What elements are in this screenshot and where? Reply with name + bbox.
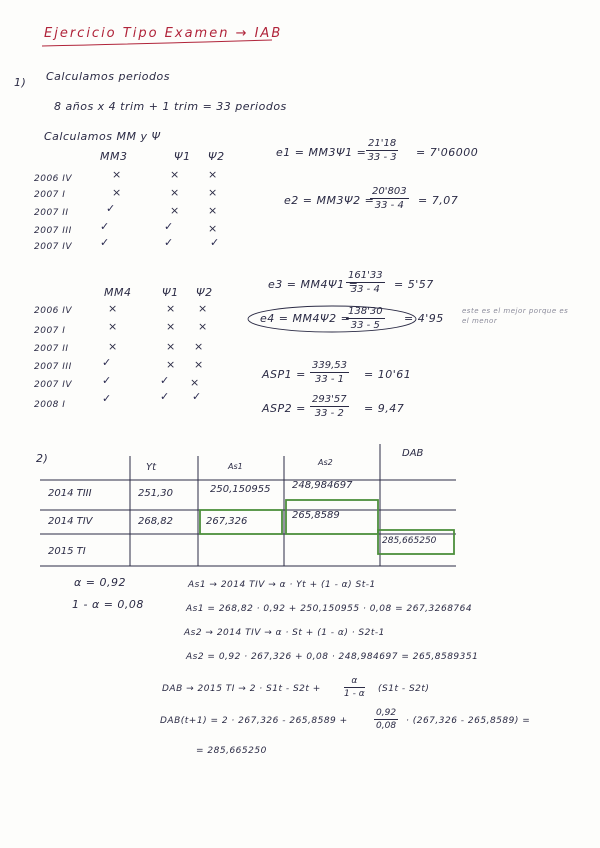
t1-cell: ✓: [210, 236, 220, 249]
e3-lhs: e3 = MM4Ψ1 =: [268, 278, 359, 291]
t2-row-label: 2006 IV: [34, 306, 73, 316]
holt-header-as1: As1: [228, 462, 243, 471]
as1-computation: As1 = 268,82 · 0,92 + 250,150955 · 0,08 = 267,3268764: [186, 604, 473, 614]
t2-header-psi1: Ψ1: [162, 286, 179, 299]
e1-den: 33 - 3: [367, 152, 397, 163]
asp2-lhs: ASP2 =: [262, 402, 306, 415]
dab-formula-fraction: [344, 676, 365, 699]
dab-computation-fraction: [374, 708, 398, 731]
dab-formula-den: 1 - α: [344, 689, 365, 699]
holt-row-label: 2014 TIII: [48, 488, 92, 499]
page-title: Ejercicio Tipo Examen → IAB: [44, 26, 283, 41]
t1-row-label: 2006 IV: [34, 174, 73, 184]
t2-cell: ✓: [102, 356, 112, 369]
t2-cell: ×: [166, 358, 176, 371]
asp1-lhs: ASP1 =: [262, 368, 306, 381]
as2-computation: As2 = 0,92 · 267,326 + 0,08 · 248,984697 = 265,8589351: [186, 652, 479, 662]
t1-cell: ×: [170, 204, 180, 217]
t2-cell: ×: [108, 340, 118, 353]
section-2-number: 2): [36, 452, 49, 465]
one-minus-alpha: 1 - α = 0,08: [72, 598, 144, 611]
t2-cell: ×: [194, 358, 204, 371]
holt-cell-yt: 268,82: [138, 516, 173, 527]
t1-cell: ✓: [164, 236, 174, 249]
e1-lhs: e1 = MM3Ψ1 =: [276, 146, 367, 159]
asp2-rhs: = 9,47: [364, 402, 405, 415]
t2-cell: ×: [166, 340, 176, 353]
holt-cell-as2: 248,984697: [292, 480, 353, 491]
t1-row-label: 2007 I: [34, 190, 66, 200]
asp1-rhs: = 10'61: [364, 368, 412, 381]
e3-rhs: = 5'57: [394, 278, 434, 291]
holt-cell-as1: 250,150955: [210, 484, 271, 495]
t2-cell: ✓: [102, 392, 112, 405]
periods-equation: 8 años x 4 trim + 1 trim = 33 periodos: [54, 100, 287, 113]
dab-formula-lhs: DAB → 2015 TI → 2 · S1t - S2t +: [162, 684, 321, 694]
t1-header-psi2: Ψ2: [208, 150, 225, 163]
holt-cell-as2: 265,8589: [292, 510, 340, 521]
t1-cell: ✓: [100, 236, 110, 249]
t2-row-label: 2007 III: [34, 362, 72, 372]
dab-computation-rhs: · (267,326 - 265,8589) =: [406, 716, 531, 726]
t1-cell: ×: [170, 186, 180, 199]
e3-den: 33 - 4: [350, 284, 380, 295]
dab-computation-lhs: DAB(t+1) = 2 · 267,326 - 265,8589 +: [160, 716, 348, 726]
e4-num: 138'30: [348, 306, 383, 317]
t2-cell: ×: [166, 320, 176, 333]
t2-cell: ✓: [102, 374, 112, 387]
t2-cell: ✓: [192, 390, 202, 403]
t2-header-mm4: MM4: [104, 286, 132, 299]
t1-row-label: 2007 II: [34, 208, 69, 218]
asp2-num: 293'57: [312, 394, 347, 405]
as1-formula: As1 → 2014 TIV → α · Yt + (1 - α) St-1: [188, 580, 376, 590]
holt-cell-yt: 251,30: [138, 488, 173, 499]
holt-header-dab: DAB: [402, 448, 424, 459]
e4-den: 33 - 5: [350, 320, 380, 331]
t2-row-label: 2007 I: [34, 326, 66, 336]
e2-lhs: e2 = MM3Ψ2 =: [284, 194, 375, 207]
holt-row-label: 2014 TIV: [48, 516, 93, 527]
dab-computation-num: 0,92: [376, 708, 397, 718]
asp1-den: 33 - 1: [314, 374, 345, 385]
t1-cell: ×: [112, 168, 122, 181]
e2-rhs: = 7,07: [418, 194, 459, 207]
t1-row-label: 2007 III: [34, 226, 72, 236]
t1-row-label: 2007 IV: [34, 242, 73, 252]
t2-cell: ✓: [160, 390, 170, 403]
e1-num: 21'18: [368, 138, 397, 149]
t2-header-psi2: Ψ2: [196, 286, 213, 299]
t2-cell: ×: [198, 320, 208, 333]
t2-cell: ×: [108, 320, 118, 333]
e2-num: 20'803: [372, 186, 407, 197]
holt-header-yt: Yt: [146, 462, 157, 473]
e2-den: 33 - 4: [374, 200, 404, 211]
section-1-number: 1): [14, 76, 27, 89]
t2-cell: ×: [166, 302, 176, 315]
e4-lhs: e4 = MM4Ψ2 =: [260, 312, 351, 325]
asp2-den: 33 - 2: [314, 408, 344, 419]
dab-result: = 285,665250: [196, 746, 267, 756]
calc-heading: Calculamos MM y Ψ: [44, 130, 161, 143]
t2-cell: ×: [198, 302, 208, 315]
t1-cell: ×: [112, 186, 122, 199]
t2-cell: ×: [108, 302, 118, 315]
e3-num: 161'33: [348, 270, 383, 281]
t1-cell: ×: [208, 222, 218, 235]
t1-header-mm3: MM3: [100, 150, 128, 163]
t2-cell: ×: [190, 376, 200, 389]
t1-cell: ✓: [100, 220, 110, 233]
holt-cell-dab: 285,665250: [382, 536, 437, 546]
e1-rhs: = 7'06000: [416, 146, 479, 159]
t2-row-label: 2007 IV: [34, 380, 73, 390]
section-1-heading: Calculamos periodos: [46, 70, 170, 83]
dab-computation-den: 0,08: [376, 721, 397, 731]
t1-cell: ✓: [106, 202, 116, 215]
holt-row-label: 2015 TI: [48, 546, 86, 557]
t1-header-psi1: Ψ1: [174, 150, 191, 163]
dab-formula-rhs: (S1t - S2t): [378, 684, 430, 694]
alpha-value: α = 0,92: [74, 576, 126, 589]
holt-header-as2: As2: [318, 458, 333, 467]
t1-cell: ×: [170, 168, 180, 181]
t1-cell: ×: [208, 168, 218, 181]
dab-formula-num: α: [344, 676, 365, 688]
best-model-note: este es el mejor porque es el menor: [462, 307, 569, 325]
as2-formula: As2 → 2014 TIV → α · St + (1 - α) · S2t-1: [184, 628, 385, 638]
holt-cell-as1: 267,326: [206, 516, 248, 527]
t2-cell: ✓: [160, 374, 170, 387]
asp1-num: 339,53: [312, 360, 347, 371]
t1-cell: ×: [208, 204, 218, 217]
t1-cell: ✓: [164, 220, 174, 233]
t2-row-label: 2008 I: [34, 400, 66, 410]
t1-cell: ×: [208, 186, 218, 199]
e4-rhs: = 4'95: [404, 312, 444, 325]
t2-row-label: 2007 II: [34, 344, 69, 354]
t2-cell: ×: [194, 340, 204, 353]
